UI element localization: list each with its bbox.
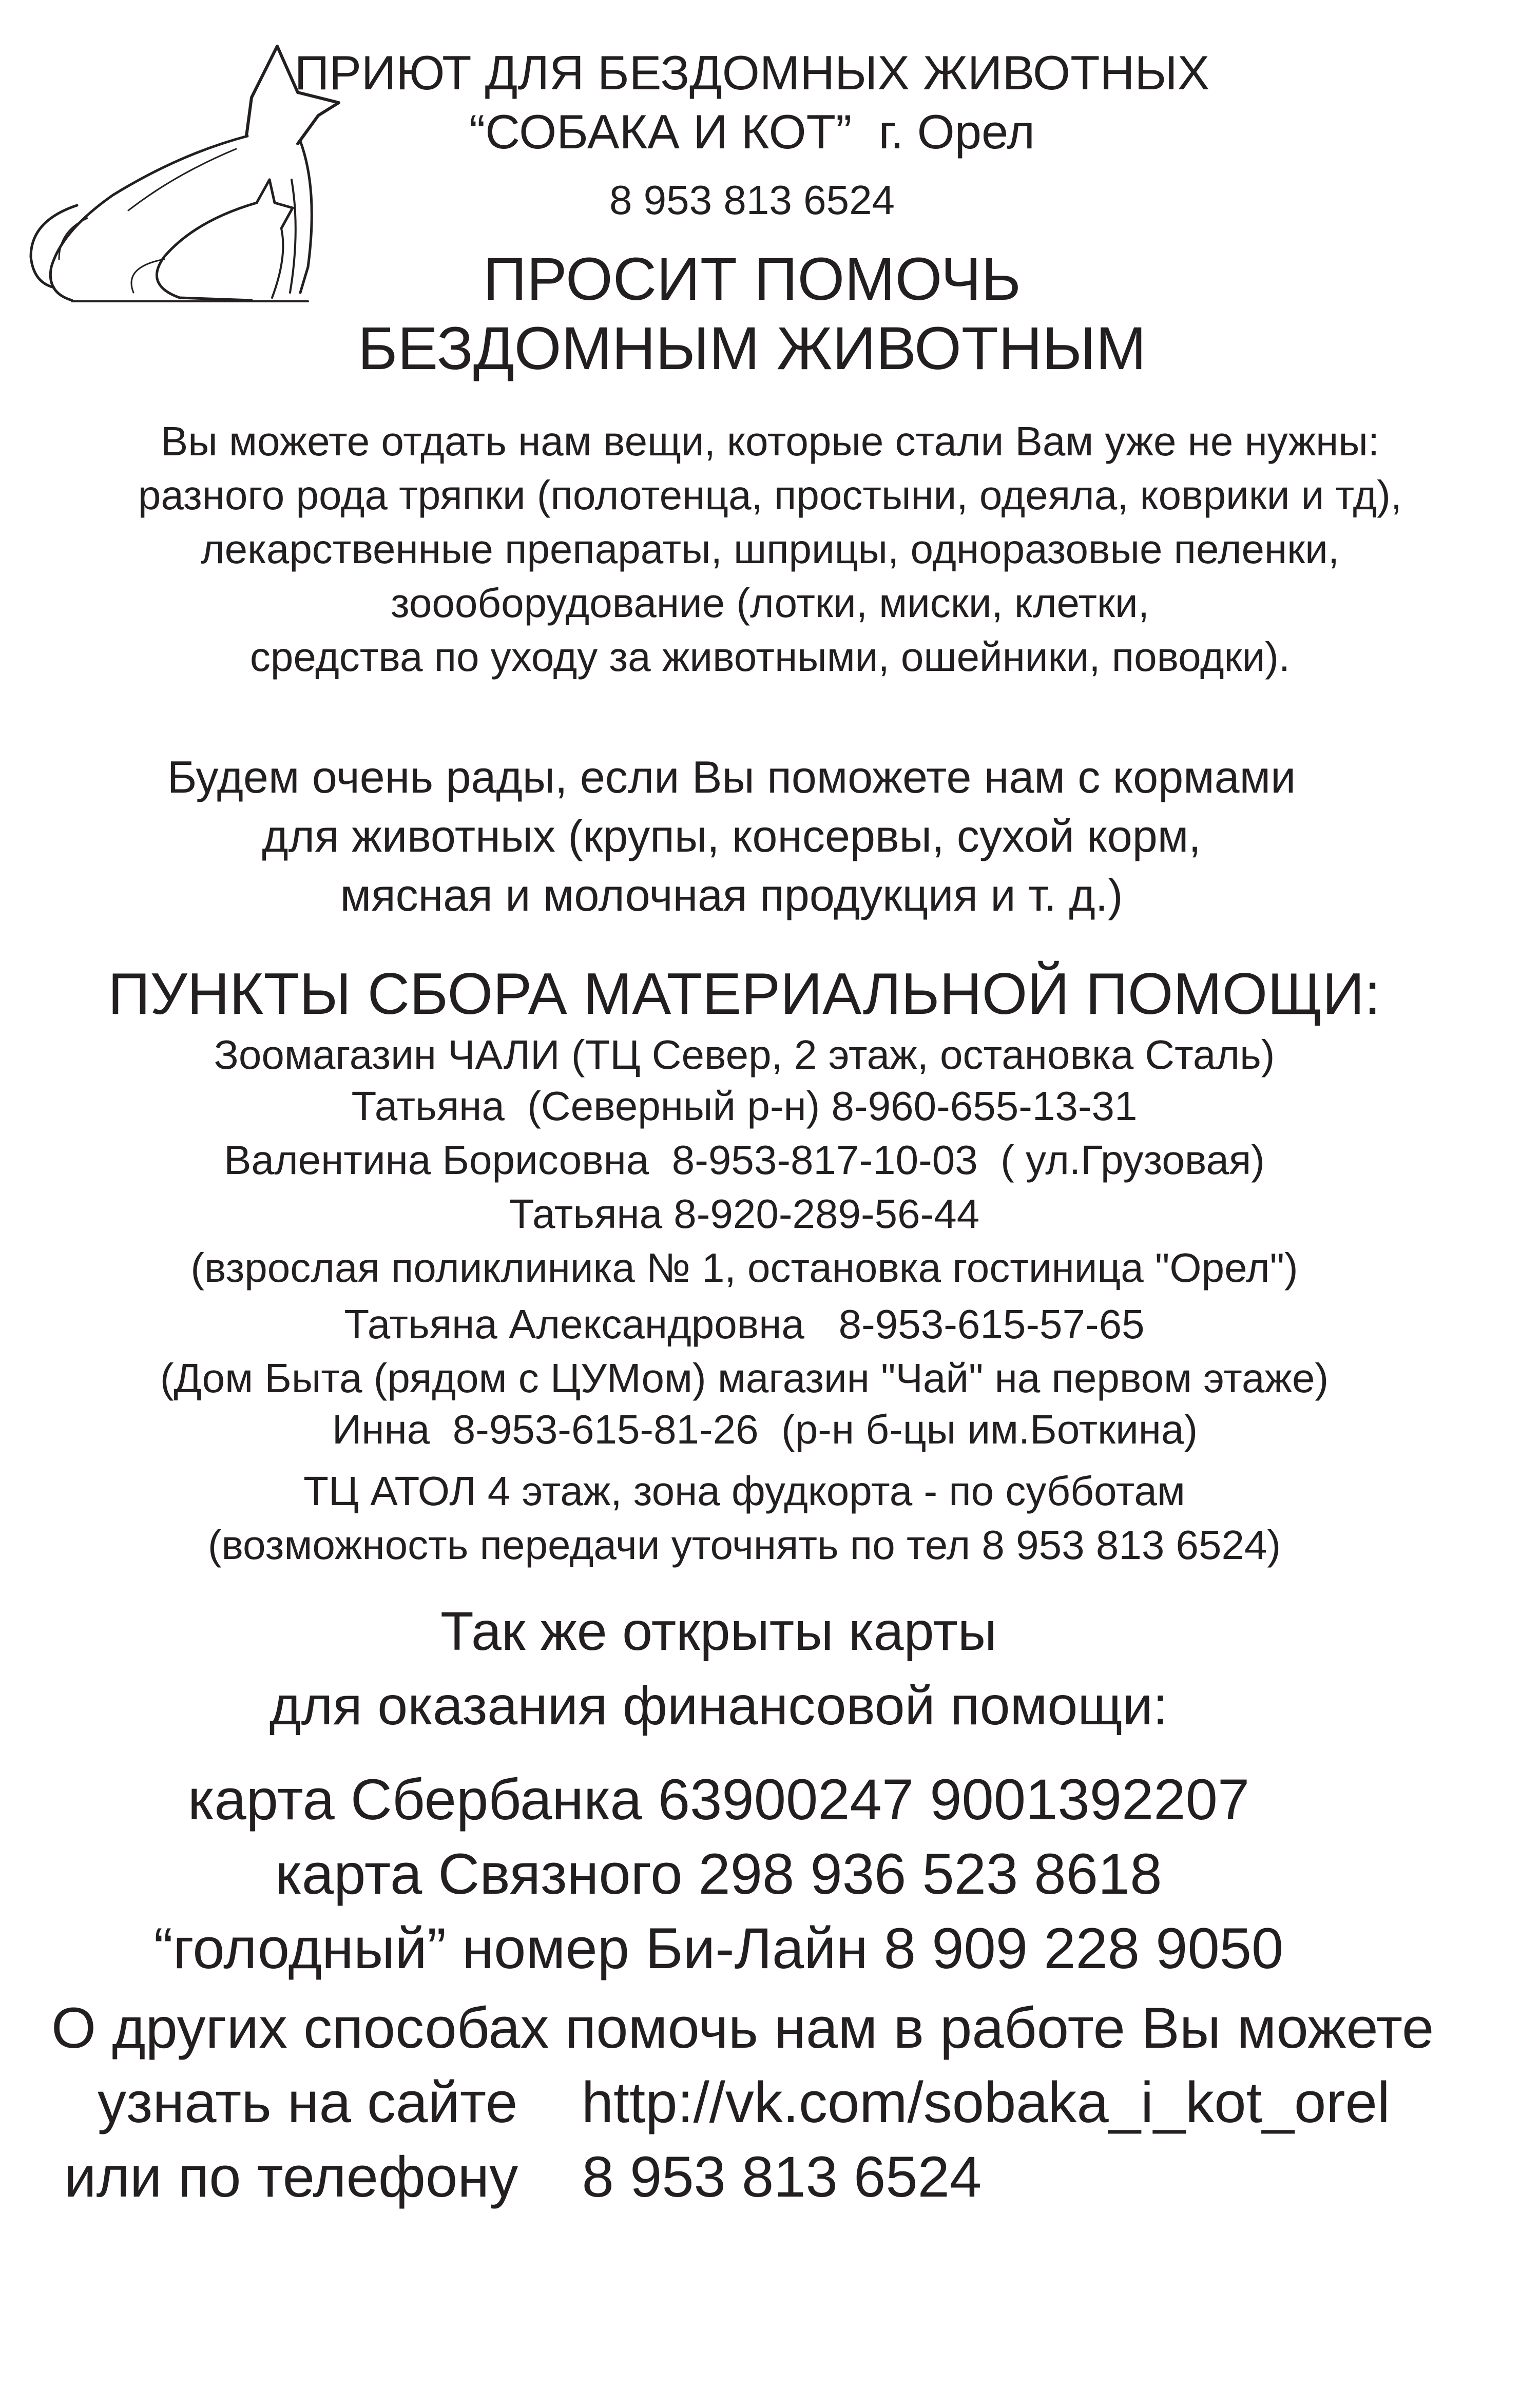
food-paragraph-line: Будем очень рады, если Вы поможете нам с кормами [167,752,1296,802]
org-phone: 8 953 813 6524 [609,177,895,223]
org-name-city: “СОБАКА И КОТ” г. Орел [469,105,1035,159]
contacts-website-line: узнать на сайте http://vk.com/sobaka_i_kot_orel [98,2070,1390,2134]
items-paragraph-line: разного рода тряпки (полотенца, простыни, одеяла, коврики и тд), [138,472,1402,518]
collection-point-line: Зоомагазин ЧАЛИ (ТЦ Север, 2 этаж, остановка Сталь) [214,1032,1275,1077]
collection-point-line: Татьяна (Северный р-н) 8-960-655-13-31 [351,1083,1138,1129]
org-name: ПРИЮТ ДЛЯ БЕЗДОМНЫХ ЖИВОТНЫХ [294,46,1210,100]
collection-point-line: ТЦ АТОЛ 4 этаж, зона фудкорта - по субботам [303,1468,1185,1514]
finance-heading: Так же открыты карты [440,1601,997,1662]
appeal-title-continued: БЕЗДОМНЫМ ЖИВОТНЫМ [358,315,1146,382]
items-paragraph-line: Вы можете отдать нам вещи, которые стали Вам уже не нужны: [160,418,1380,464]
contacts-line: О других способах помочь нам в работе Вы можете [51,1996,1434,2060]
collection-point-line: Татьяна 8-920-289-56-44 [509,1191,980,1237]
collection-heading: ПУНКТЫ СБОРА МАТЕРИАЛЬНОЙ ПОМОЩИ: [108,961,1381,1027]
items-paragraph-line: средства по уходу за животными, ошейники, поводки). [249,634,1291,680]
collection-point-line: Валентина Борисовна 8-953-817-10-03 ( ул.Грузовая) [224,1137,1265,1183]
collection-point-line: (Дом Быта (рядом с ЦУМом) магазин "Чай" на первом этаже) [160,1355,1329,1401]
finance-heading-continued: для оказания финансовой помощи: [269,1676,1168,1736]
items-paragraph-line: зоооборудование (лотки, миски, клетки, [391,580,1149,626]
food-paragraph-line: для животных (крупы, консервы, сухой корм, [262,811,1201,861]
finance-beeline-number: “голодный” номер Би-Лайн 8 909 228 9050 [153,1916,1284,1980]
collection-point-line: Татьяна Александровна 8-953-615-57-65 [344,1301,1145,1347]
items-paragraph-line: лекарственные препараты, шприцы, одноразовые пеленки, [200,526,1340,572]
finance-sberbank-card: карта Сбербанка 63900247 9001392207 [187,1767,1250,1832]
food-paragraph-line: мясная и молочная продукция и т. д.) [340,870,1123,920]
collection-point-line: (возможность передачи уточнять по тел 8 953 813 6524) [207,1522,1281,1568]
collection-point-line: (взрослая поликлиника № 1, остановка гостиница "Орел") [190,1245,1298,1291]
finance-svyaznoy-card: карта Связного 298 936 523 8618 [275,1842,1162,1906]
appeal-title: ПРОСИТ ПОМОЧЬ [483,245,1021,313]
collection-point-line: Инна 8-953-615-81-26 (р-н б-цы им.Боткина) [332,1407,1198,1452]
contacts-phone-line: или по телефону 8 953 813 6524 [64,2145,982,2209]
